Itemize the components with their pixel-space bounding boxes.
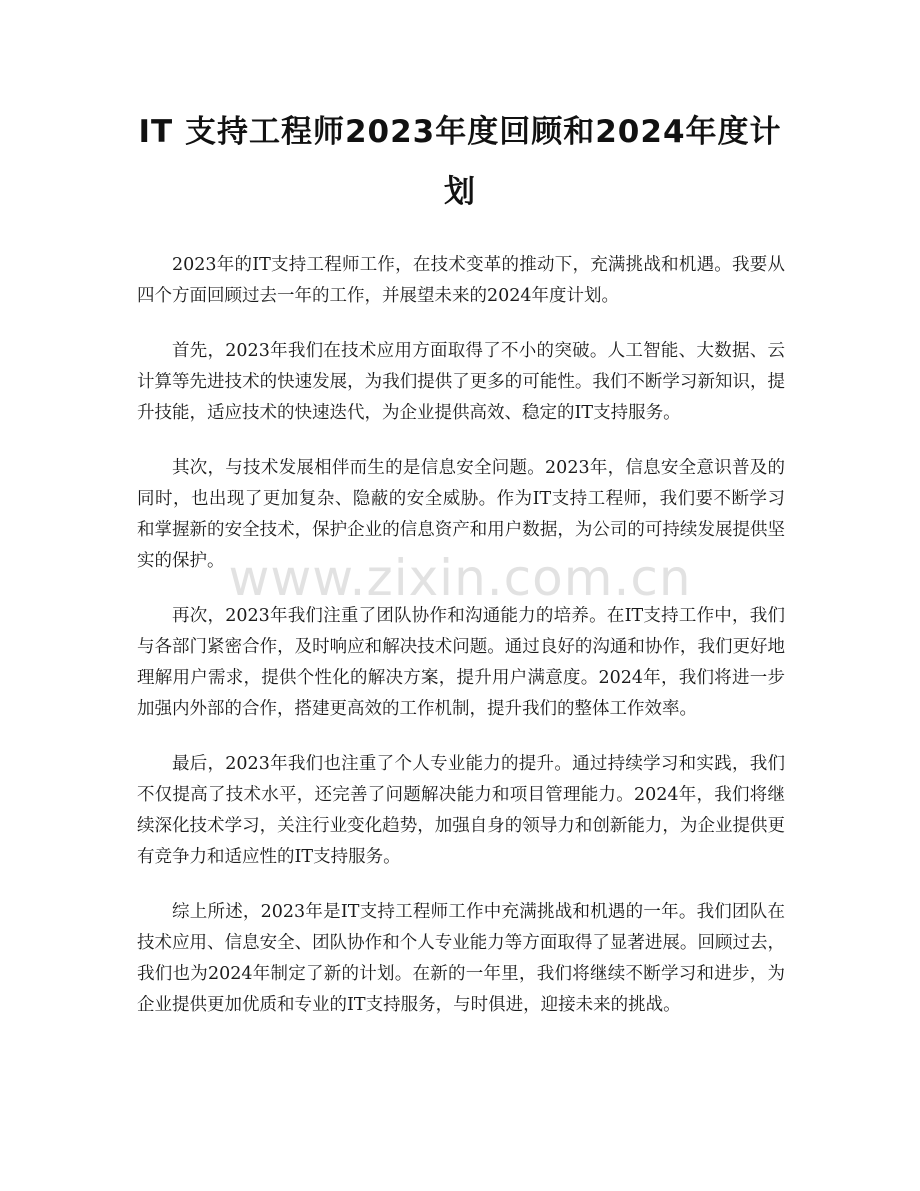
paragraph-teamwork: 再次，2023年我们注重了团队协作和沟通能力的培养。在IT支持工作中，我们与各部门紧密合作，及时响应和解决技术问题。通过良好的沟通和协作，我们更好地理解用户需求，提供个性化的解决方案，提升用户满意度。2024年，我们将进一步加强内外部的合作，搭建更高效的工作机制，提升我们的整体工作效率。 — [137, 606, 785, 719]
paragraph-security: 其次，与技术发展相伴而生的是信息安全问题。2023年，信息安全意识普及的同时，也出现了更加复杂、隐蔽的安全威胁。作为IT支持工程师，我们要不断学习和掌握新的安全技术，保护企业的信息资产和用户数据，为公司的可持续发展提供坚实的保护。 — [137, 458, 785, 571]
page-title: IT 支持工程师2023年度回顾和2024年度计划 — [138, 114, 782, 210]
document-body — [137, 250, 785, 1045]
paragraph-professional: 最后，2023年我们也注重了个人专业能力的提升。通过持续学习和实践，我们不仅提高了技术水平，还完善了问题解决能力和项目管理能力。2024年，我们将继续深化技术学习，关注行业变化趋势，加强自身的领导力和创新能力，为企业提供更有竞争力和适应性的IT支持服务。 — [137, 754, 785, 867]
paragraph-technology: 首先，2023年我们在技术应用方面取得了不小的突破。人工智能、大数据、云计算等先进技术的快速发展，为我们提供了更多的可能性。我们不断学习新知识，提升技能，适应技术的快速迭代，为企业提供高效、稳定的IT支持服务。 — [137, 341, 785, 423]
watermark: www.zixin.com.cn — [228, 549, 692, 607]
paragraph-summary: 综上所述，2023年是IT支持工程师工作中充满挑战和机遇的一年。我们团队在技术应用、信息安全、团队协作和个人专业能力等方面取得了显著进展。回顾过去，我们也为2024年制定了新的计划。在新的一年里，我们将继续不断学习和进步，为企业提供更加优质和专业的IT支持服务，与时俱进，迎接未来的挑战。 — [137, 902, 785, 1015]
paragraph-intro: 2023年的IT支持工程师工作，在技术变革的推动下，充满挑战和机遇。我要从四个方面回顾过去一年的工作，并展望未来的2024年度计划。 — [137, 255, 785, 306]
